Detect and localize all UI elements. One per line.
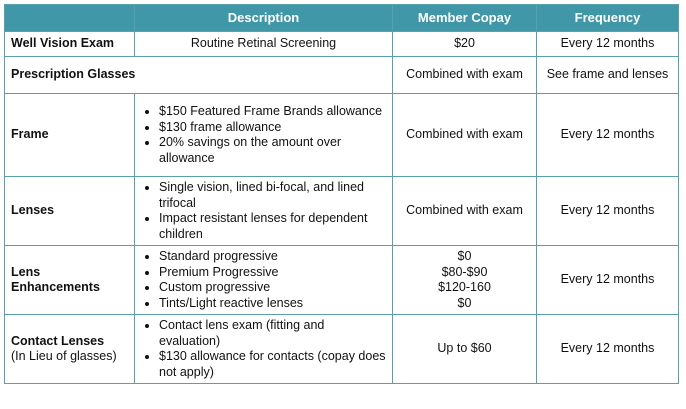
row-label: Well Vision Exam xyxy=(5,32,135,57)
bullet-item: • Contact lens exam (fitting and evaluation) xyxy=(159,318,386,349)
table-header-row xyxy=(5,5,679,32)
row-copay xyxy=(393,246,537,315)
row-label-sub: (In Lieu of glasses) xyxy=(11,349,117,363)
row-frequency: See frame and lenses xyxy=(537,57,679,94)
row-label xyxy=(5,315,135,384)
row-description: Routine Retinal Screening xyxy=(135,32,393,57)
row-label: Lens Enhancements xyxy=(5,246,135,315)
row-label-main: Contact Lenses xyxy=(11,333,105,348)
copay-line: $0 xyxy=(457,249,472,263)
row-frequency: Every 12 months xyxy=(537,177,679,246)
bullet-item: • $130 frame allowance xyxy=(159,120,386,136)
bullet-list xyxy=(141,104,386,166)
header-description: Description xyxy=(135,5,393,32)
copay-line: $120-160 xyxy=(438,280,491,294)
copay-line: $80-$90 xyxy=(441,264,488,279)
row-copay: Combined with exam xyxy=(393,177,537,246)
table-row xyxy=(5,32,679,57)
row-copay: Up to $60 xyxy=(393,315,537,384)
row-copay: Combined with exam xyxy=(393,57,537,94)
bullet-item: • Tints/Light reactive lenses xyxy=(159,296,386,312)
vision-benefits-table xyxy=(4,4,679,384)
row-label: Lenses xyxy=(5,177,135,246)
bullet-list xyxy=(141,318,386,380)
row-label: Prescription Glasses xyxy=(5,57,393,94)
bullet-item: • Custom progressive xyxy=(159,280,386,296)
row-frequency: Every 12 months xyxy=(537,32,679,57)
header-frequency: Frequency xyxy=(537,5,679,32)
row-description xyxy=(135,177,393,246)
bullet-list xyxy=(141,180,386,242)
bullet-item: • $150 Featured Frame Brands allowance xyxy=(159,104,386,120)
row-frequency: Every 12 months xyxy=(537,94,679,177)
bullet-item: • Premium Progressive xyxy=(159,265,386,281)
table-row xyxy=(5,57,679,94)
bullet-item: • 20% savings on the amount over allowance xyxy=(159,135,386,166)
header-copay: Member Copay xyxy=(393,5,537,32)
copay-line: $0 xyxy=(457,295,472,310)
bullet-item: • Impact resistant lenses for dependent children xyxy=(159,211,386,242)
bullet-item: • $130 allowance for contacts (copay does not apply) xyxy=(159,349,386,380)
row-label: Frame xyxy=(5,94,135,177)
bullet-item: • Single vision, lined bi-focal, and lined trifocal xyxy=(159,180,386,211)
row-description xyxy=(135,246,393,315)
row-frequency: Every 12 months xyxy=(537,246,679,315)
table-row xyxy=(5,315,679,384)
row-frequency: Every 12 months xyxy=(537,315,679,384)
header-blank xyxy=(5,5,135,32)
table-row xyxy=(5,177,679,246)
table-row xyxy=(5,246,679,315)
row-copay: Combined with exam xyxy=(393,94,537,177)
table-row xyxy=(5,94,679,177)
bullet-list xyxy=(141,249,386,311)
row-description xyxy=(135,94,393,177)
bullet-item: • Standard progressive xyxy=(159,249,386,265)
row-description xyxy=(135,315,393,384)
row-copay: $20 xyxy=(393,32,537,57)
